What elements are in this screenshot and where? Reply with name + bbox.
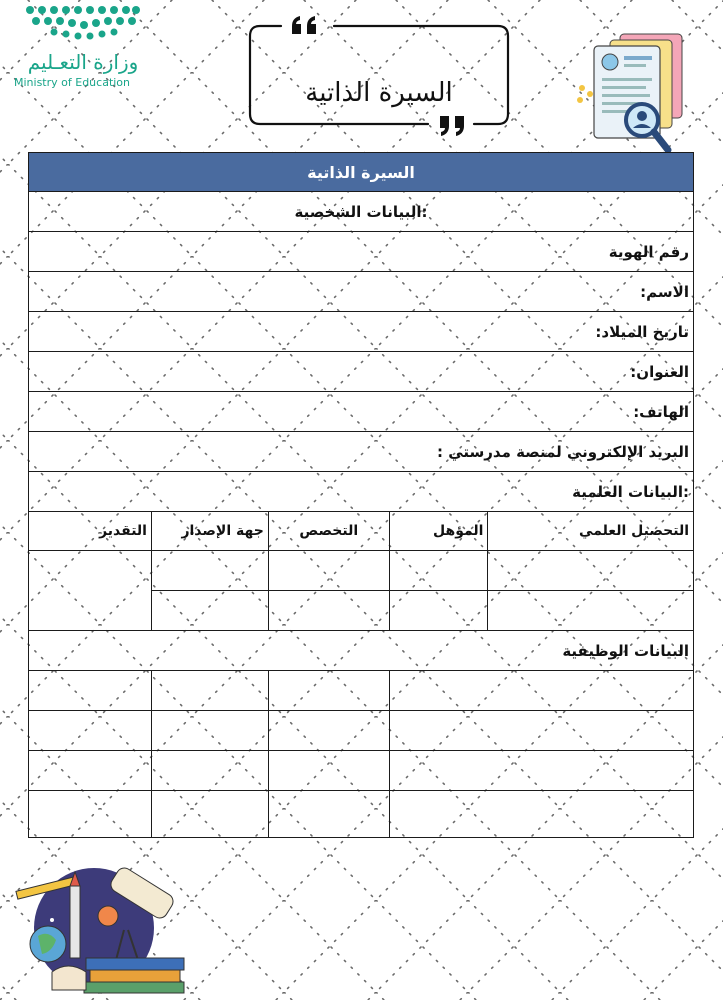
ministry-logo xyxy=(12,0,147,95)
academic-section-row xyxy=(29,472,694,512)
cv-table xyxy=(28,152,694,838)
academic-cell[interactable] xyxy=(151,551,268,591)
job-cell[interactable] xyxy=(389,791,693,838)
job-section-title: البيانات الوظيفية xyxy=(29,631,694,671)
column-grade: التقدير xyxy=(29,512,152,551)
birth-date-row xyxy=(29,312,694,352)
cv-table-heading: السيرة الذاتية xyxy=(29,153,694,192)
phone-field[interactable]: الهاتف: xyxy=(29,392,694,432)
academic-grade-cell[interactable] xyxy=(29,551,152,631)
job-cell[interactable] xyxy=(389,711,693,751)
job-cell[interactable] xyxy=(389,751,693,791)
title-frame-border xyxy=(246,14,512,136)
academic-cell[interactable] xyxy=(268,591,389,631)
page-title: السيرة الذاتية xyxy=(305,78,453,108)
job-cell[interactable] xyxy=(29,791,152,838)
address-field[interactable]: العنوان: xyxy=(29,352,694,392)
job-cell[interactable] xyxy=(268,751,389,791)
job-entry-row xyxy=(29,751,694,791)
job-cell[interactable] xyxy=(151,751,268,791)
science-illustration xyxy=(12,860,192,996)
ministry-name-arabic: وزارة التعـليم xyxy=(27,50,139,74)
id-number-field[interactable]: رقم الهوية xyxy=(29,232,694,272)
personal-section-row xyxy=(29,192,694,232)
job-cell[interactable] xyxy=(268,791,389,838)
column-specialization: التخصص xyxy=(268,512,389,551)
ministry-logo-mark xyxy=(18,2,144,46)
academic-cell[interactable] xyxy=(389,591,488,631)
column-qualification: المؤهل xyxy=(389,512,488,551)
column-issuer: جهة الإصدار xyxy=(151,512,268,551)
ministry-name-english: Ministry of Education xyxy=(14,76,131,89)
job-cell[interactable] xyxy=(151,791,268,838)
job-cell[interactable] xyxy=(29,751,152,791)
academic-columns-row xyxy=(29,512,694,551)
job-section-row xyxy=(29,631,694,671)
job-entry-row xyxy=(29,791,694,838)
job-cell[interactable] xyxy=(268,711,389,751)
academic-cell[interactable] xyxy=(488,551,694,591)
open-quote-icon xyxy=(288,14,324,38)
cv-table-header-row xyxy=(29,153,694,192)
phone-row xyxy=(29,392,694,432)
birth-date-field[interactable]: تاريخ الميلاد: xyxy=(29,312,694,352)
job-entry-row xyxy=(29,671,694,711)
title-frame xyxy=(246,14,512,136)
address-row xyxy=(29,352,694,392)
job-cell[interactable] xyxy=(268,671,389,711)
column-achievement: التحصيل العلمي xyxy=(488,512,694,551)
academic-cell[interactable] xyxy=(268,551,389,591)
job-cell[interactable] xyxy=(151,711,268,751)
job-cell[interactable] xyxy=(389,671,693,711)
email-field[interactable]: البريد الإلكتروني لمنصة مدرستي : xyxy=(29,432,694,472)
academic-entry-row xyxy=(29,551,694,591)
cv-document-illustration xyxy=(572,28,702,154)
academic-cell[interactable] xyxy=(151,591,268,631)
personal-section-title: :البيانات الشخصية xyxy=(29,192,694,232)
job-cell[interactable] xyxy=(29,671,152,711)
id-number-row xyxy=(29,232,694,272)
academic-cell[interactable] xyxy=(488,591,694,631)
job-cell[interactable] xyxy=(151,671,268,711)
academic-cell[interactable] xyxy=(389,551,488,591)
close-quote-icon xyxy=(436,114,472,138)
name-row xyxy=(29,272,694,312)
job-entry-row xyxy=(29,711,694,751)
academic-section-title: :البيانات العلمية xyxy=(29,472,694,512)
job-cell[interactable] xyxy=(29,711,152,751)
email-row xyxy=(29,432,694,472)
name-field[interactable]: الاسم: xyxy=(29,272,694,312)
